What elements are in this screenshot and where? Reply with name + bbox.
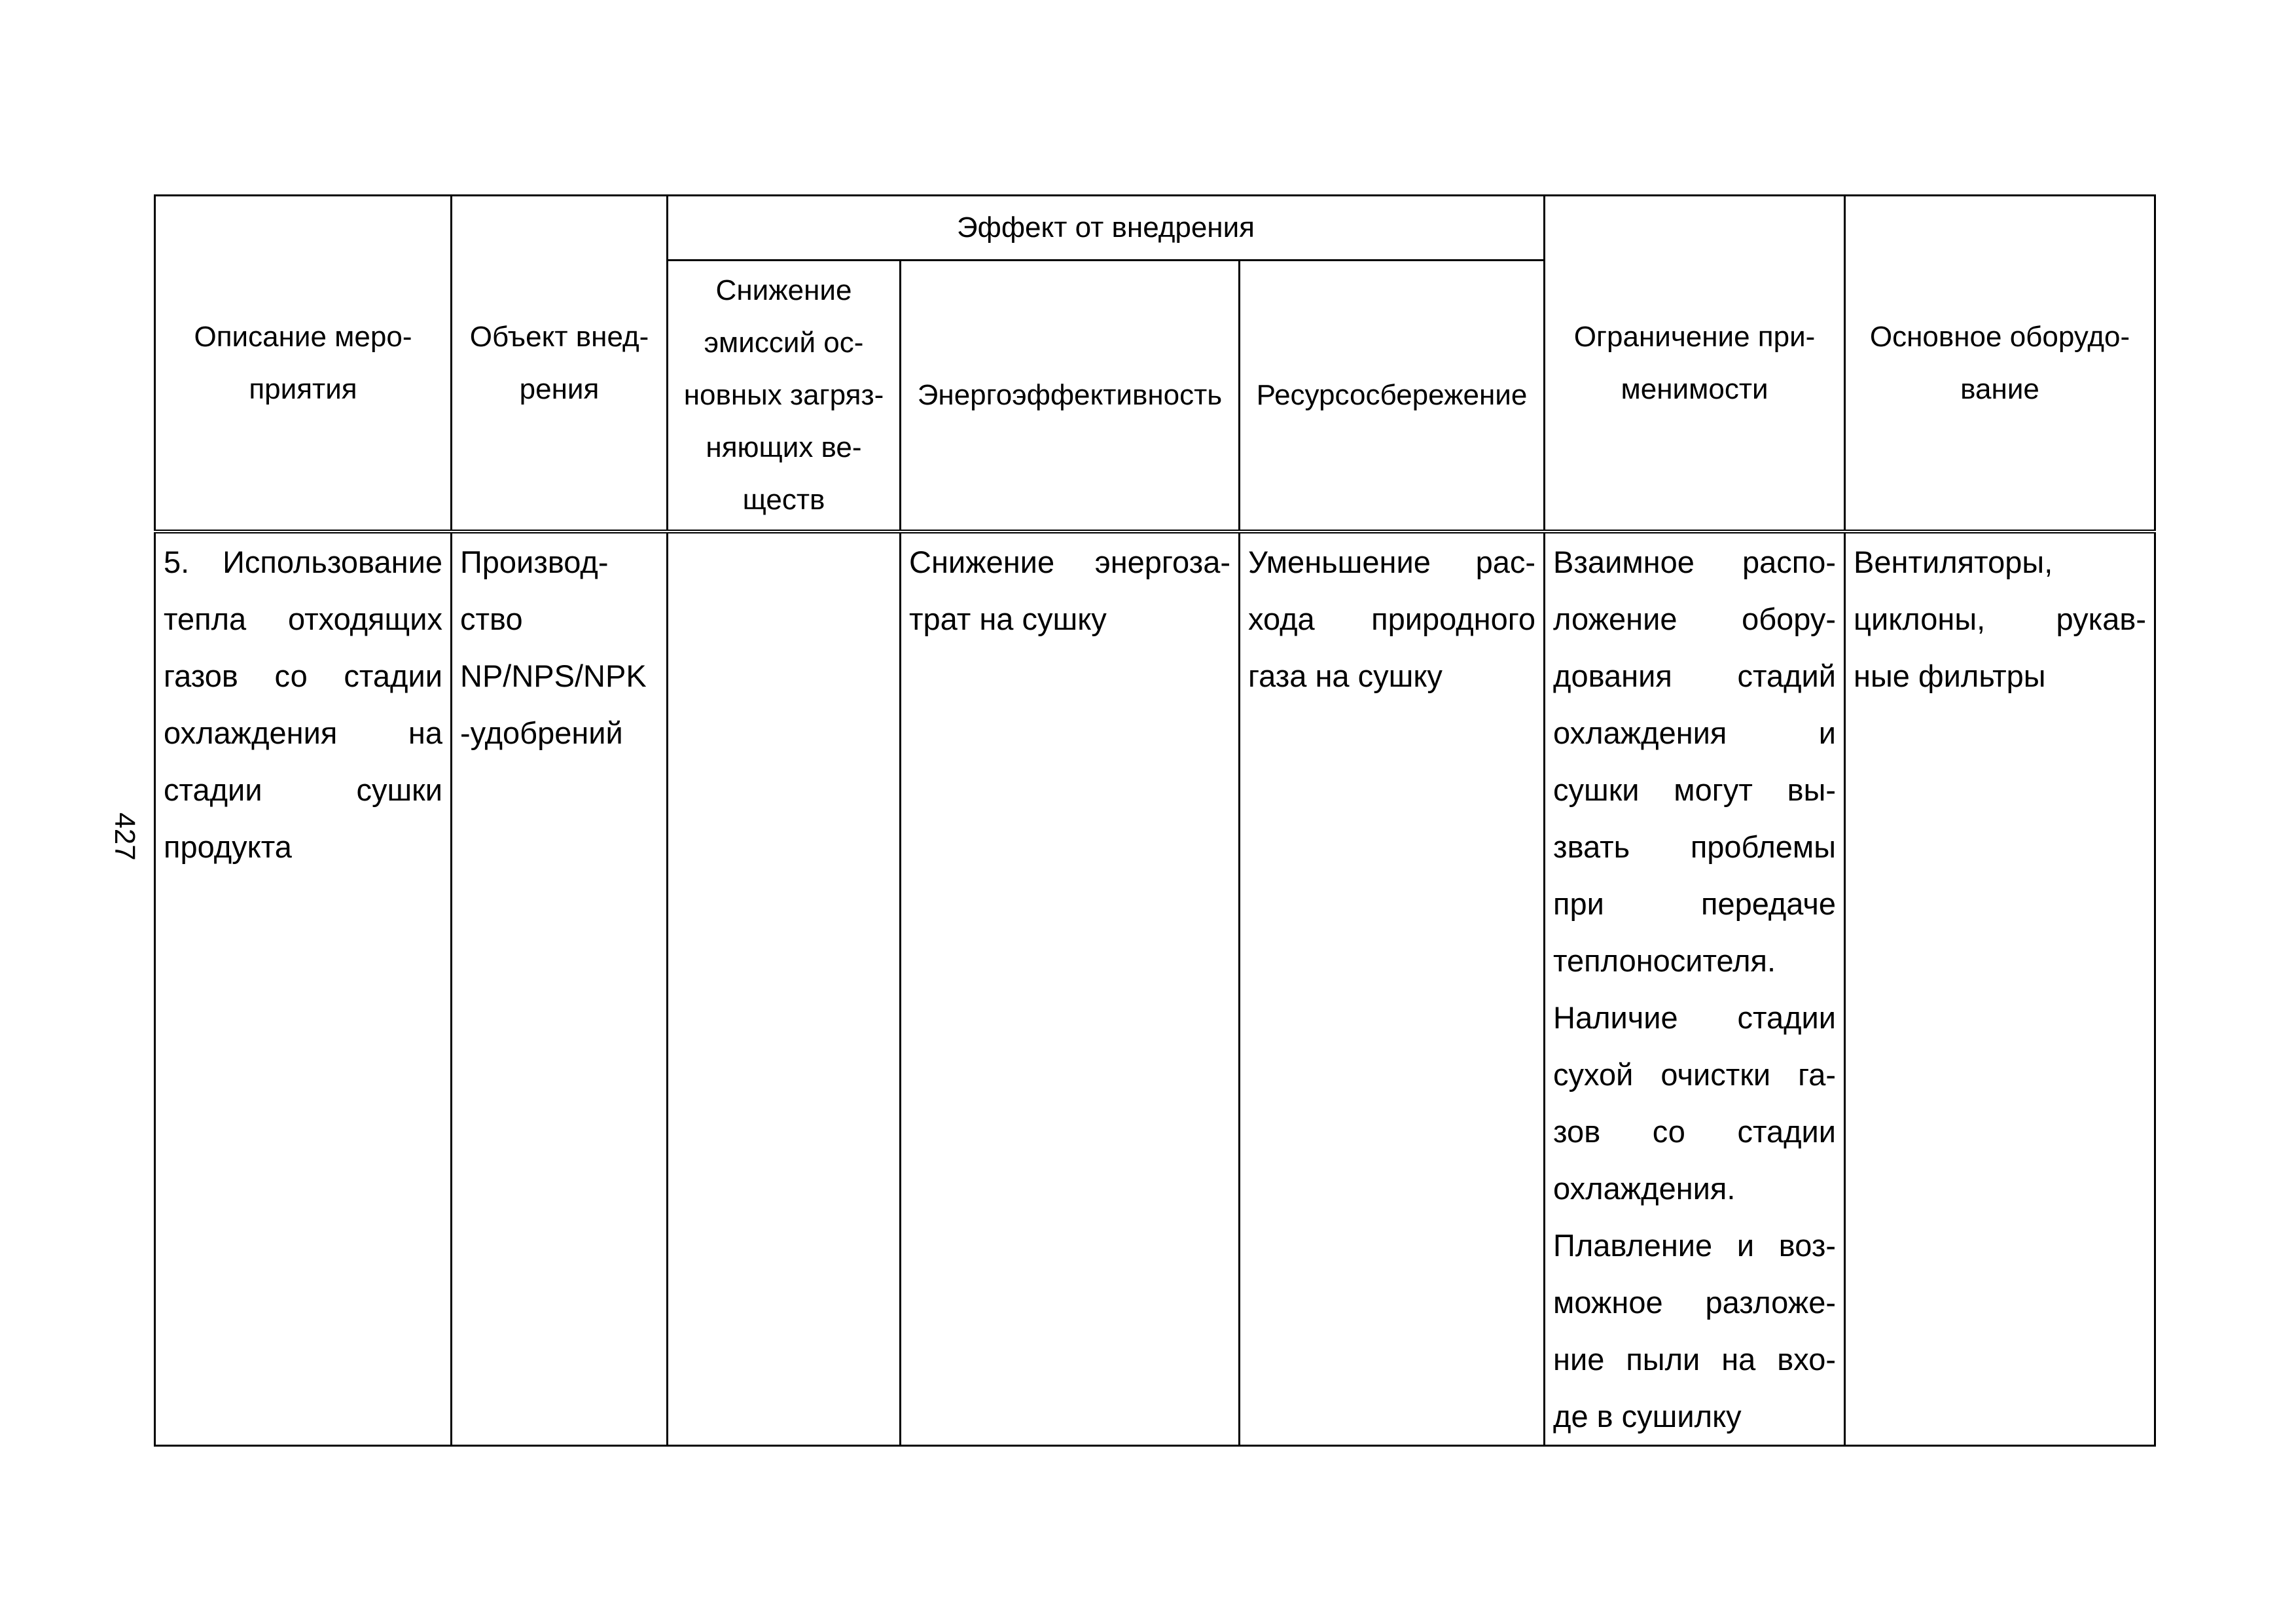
text-line: тепла отходящих (164, 602, 442, 636)
text-line: зов со стадии (1553, 1114, 1837, 1149)
text-line: Вентиляторы, (1854, 545, 2053, 579)
text-line: охлаждения на (164, 715, 442, 750)
table-row (155, 532, 2155, 1446)
text-line: ложение обору- (1553, 602, 1837, 636)
text-line: де в сушилку (1553, 1399, 1742, 1434)
text-line: охлаждения и (1553, 715, 1837, 750)
header-object: Объект внед- рения (452, 196, 668, 532)
text-line: Уменьшение рас- (1248, 545, 1536, 579)
text-line: трат на сушку (909, 602, 1107, 636)
text-line: дования стадий (1553, 659, 1837, 693)
text-line: сушки могут вы- (1553, 772, 1837, 807)
header-resource-saving: Ресурсосбережение (1240, 261, 1545, 532)
text-line: ство (460, 602, 523, 636)
text-line: хода природного (1248, 602, 1536, 636)
cell-emissions (668, 532, 901, 1446)
text-line: при передаче (1553, 886, 1837, 921)
header-description: Описание меро- приятия (155, 196, 452, 532)
text-line: сухой очистки га- (1553, 1057, 1837, 1092)
text-line: газа на сушку (1248, 659, 1443, 693)
header-emissions-reduction: Снижение эмиссий ос- новных загряз- няющих ве- ществ (668, 261, 901, 532)
text-line: звать проблемы (1553, 829, 1837, 864)
text-line: теплоносителя. (1553, 943, 1776, 978)
text-line: ние пыли на вхо- (1553, 1342, 1837, 1377)
header-effect-group: Эффект от внедрения (668, 196, 1545, 261)
header-limitations: Ограничение при- менимости (1545, 196, 1845, 532)
bat-measures-table (154, 194, 2156, 1447)
text-line: стадии сушки (164, 772, 442, 807)
text-line: Плавление и воз- (1553, 1228, 1837, 1263)
limitation-paragraph (1553, 989, 1836, 1217)
text-line: циклоны, рукав- (1854, 602, 2147, 636)
cell-limitations (1545, 532, 1845, 1446)
page-number: 427 (109, 812, 141, 861)
text-line: ные фильтры (1854, 659, 2046, 693)
text-line: Наличие стадии (1553, 1000, 1837, 1035)
text-line: Производ- (460, 545, 609, 579)
cell-resource (1240, 532, 1545, 1446)
header-equipment: Основное оборудо- вание (1845, 196, 2155, 532)
cell-energy (901, 532, 1240, 1446)
text-line: продукта (164, 829, 292, 864)
text-line: Взаимное распо- (1553, 545, 1837, 579)
text-line: газов со стадии (164, 659, 442, 693)
text-line: -удобрений (460, 715, 623, 750)
text-line: 5. Использование (164, 545, 442, 579)
text-line: можное разложе- (1553, 1285, 1837, 1320)
cell-object (452, 532, 668, 1446)
text-line: NP/NPS/NPK (460, 659, 647, 693)
header-energy-efficiency: Энергоэффективность (901, 261, 1240, 532)
text-line: Снижение энергоза- (909, 545, 1230, 579)
cell-equipment (1845, 532, 2155, 1446)
text-line: охлаждения. (1553, 1171, 1736, 1206)
limitation-paragraph (1553, 533, 1836, 989)
cell-description (155, 532, 452, 1446)
limitation-paragraph (1553, 1217, 1836, 1445)
